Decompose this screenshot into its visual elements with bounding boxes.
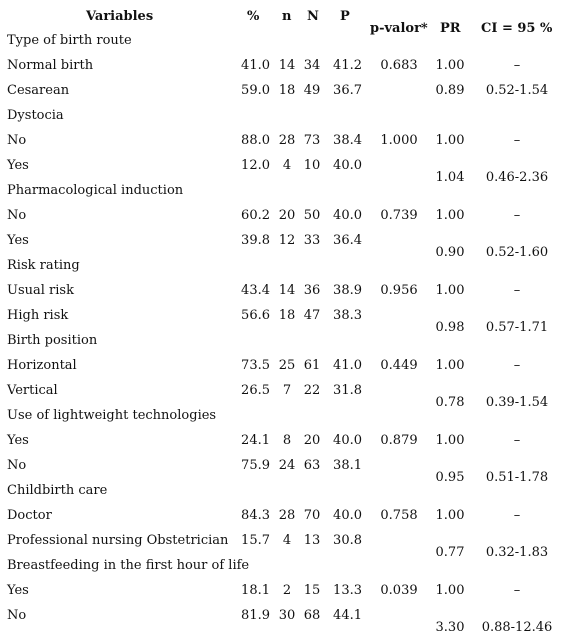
table-row xyxy=(0,380,564,410)
percent-cell: 59.0 xyxy=(241,83,270,98)
N-cell: 20 xyxy=(303,433,321,448)
group-label: Use of lightweight technologies xyxy=(7,408,217,423)
pr-cell: 1.00 xyxy=(435,508,465,523)
P-cell: 40.0 xyxy=(333,158,362,173)
n-cell: 8 xyxy=(282,433,292,448)
N-cell: 33 xyxy=(303,233,321,248)
row-label: Vertical xyxy=(7,383,58,398)
percent-cell: 41.0 xyxy=(241,58,270,73)
row-label: Yes xyxy=(7,233,29,248)
pr-cell: 0.89 xyxy=(435,83,465,98)
n-cell: 14 xyxy=(278,58,296,73)
row-label: Doctor xyxy=(7,508,52,523)
pr-cell: 1.00 xyxy=(435,208,465,223)
ci-cell: – xyxy=(513,433,521,448)
N-cell: 15 xyxy=(303,583,321,598)
row-label: Yes xyxy=(7,583,29,598)
ci-cell: 0.39-1.54 xyxy=(485,395,549,410)
percent-cell: 43.4 xyxy=(241,283,270,298)
group-label: Childbirth care xyxy=(7,483,108,498)
percent-cell: 18.1 xyxy=(241,583,270,598)
P-cell: 30.8 xyxy=(333,533,362,548)
group-label: Breastfeeding in the first hour of life xyxy=(7,558,250,573)
ci-cell: 0.88-12.46 xyxy=(481,620,553,635)
group-row xyxy=(0,405,564,427)
n-cell: 28 xyxy=(278,508,296,523)
P-cell: 36.7 xyxy=(333,83,362,98)
p-valor-cell: 0.683 xyxy=(380,58,418,73)
pr-cell: 1.04 xyxy=(435,170,465,185)
row-label: Cesarean xyxy=(7,83,70,98)
N-cell: 10 xyxy=(303,158,321,173)
row-label: High risk xyxy=(7,308,69,323)
group-row xyxy=(0,255,564,277)
table-row xyxy=(0,305,564,335)
n-cell: 18 xyxy=(278,308,296,323)
n-cell: 20 xyxy=(278,208,296,223)
n-cell: 2 xyxy=(282,583,292,598)
n-cell: 4 xyxy=(282,533,292,548)
percent-cell: 60.2 xyxy=(241,208,270,223)
table-row xyxy=(0,605,564,635)
ci-cell: 0.51-1.78 xyxy=(485,470,549,485)
pr-cell: 1.00 xyxy=(435,433,465,448)
table-row xyxy=(0,430,564,452)
row-label: No xyxy=(7,208,27,223)
N-cell: 22 xyxy=(303,383,321,398)
table-row xyxy=(0,355,564,377)
group-label: Risk rating xyxy=(7,258,80,273)
row-label: Horizontal xyxy=(7,358,77,373)
ci-cell: 0.46-2.36 xyxy=(485,170,549,185)
N-cell: 61 xyxy=(303,358,321,373)
P-cell: 40.0 xyxy=(333,433,362,448)
ci-cell: – xyxy=(513,508,521,523)
P-cell: 38.1 xyxy=(333,458,362,473)
group-row xyxy=(0,330,564,352)
pr-cell: 0.78 xyxy=(435,395,465,410)
row-label: Professional nursing Obstetrician xyxy=(7,533,229,548)
table-row xyxy=(0,155,564,185)
pr-cell: 0.95 xyxy=(435,470,465,485)
pr-cell: 3.30 xyxy=(435,620,465,635)
table-row xyxy=(0,80,564,102)
row-label: Yes xyxy=(7,158,29,173)
row-label: Yes xyxy=(7,433,29,448)
pr-cell: 1.00 xyxy=(435,583,465,598)
percent-cell: 81.9 xyxy=(241,608,270,623)
ci-cell: – xyxy=(513,133,521,148)
p-valor-cell: 0.956 xyxy=(380,283,418,298)
header-p-valor: p-valor* xyxy=(370,21,428,36)
P-cell: 41.2 xyxy=(333,58,362,73)
group-row xyxy=(0,30,564,52)
n-cell: 28 xyxy=(278,133,296,148)
N-cell: 68 xyxy=(303,608,321,623)
row-label: No xyxy=(7,458,27,473)
header-percent: % xyxy=(247,9,260,24)
p-valor-cell: 0.879 xyxy=(380,433,418,448)
group-row xyxy=(0,480,564,502)
percent-cell: 24.1 xyxy=(241,433,270,448)
percent-cell: 26.5 xyxy=(241,383,270,398)
ci-cell: 0.32-1.83 xyxy=(485,545,549,560)
table-row xyxy=(0,205,564,227)
percent-cell: 56.6 xyxy=(241,308,270,323)
p-valor-cell: 0.039 xyxy=(380,583,418,598)
group-row xyxy=(0,555,564,577)
table-row xyxy=(0,530,564,560)
percent-cell: 12.0 xyxy=(241,158,270,173)
table-row xyxy=(0,230,564,260)
group-row xyxy=(0,105,564,127)
P-cell: 44.1 xyxy=(333,608,362,623)
header-pr: PR xyxy=(440,21,461,36)
ci-cell: – xyxy=(513,358,521,373)
percent-cell: 75.9 xyxy=(241,458,270,473)
group-label: Type of birth route xyxy=(7,33,132,48)
ci-cell: – xyxy=(513,58,521,73)
pr-cell: 0.77 xyxy=(435,545,465,560)
p-valor-cell: 1.000 xyxy=(380,133,418,148)
group-label: Dystocia xyxy=(7,108,64,123)
N-cell: 13 xyxy=(303,533,321,548)
table-row xyxy=(0,55,564,77)
table-row xyxy=(0,130,564,152)
pr-cell: 0.98 xyxy=(435,320,465,335)
P-cell: 40.0 xyxy=(333,508,362,523)
p-valor-cell: 0.449 xyxy=(380,358,418,373)
P-cell: 13.3 xyxy=(333,583,362,598)
P-cell: 36.4 xyxy=(333,233,362,248)
n-cell: 24 xyxy=(278,458,296,473)
N-cell: 63 xyxy=(303,458,321,473)
N-cell: 73 xyxy=(303,133,321,148)
header-P: P xyxy=(340,9,350,24)
ci-cell: 0.52-1.60 xyxy=(485,245,549,260)
n-cell: 25 xyxy=(278,358,296,373)
table-row xyxy=(0,455,564,485)
pr-cell: 1.00 xyxy=(435,283,465,298)
header-n: n xyxy=(282,9,292,24)
table-row xyxy=(0,580,564,602)
table-row xyxy=(0,505,564,527)
group-label: Pharmacological induction xyxy=(7,183,184,198)
P-cell: 41.0 xyxy=(333,358,362,373)
percent-cell: 73.5 xyxy=(241,358,270,373)
group-row xyxy=(0,180,564,202)
P-cell: 40.0 xyxy=(333,208,362,223)
percent-cell: 15.7 xyxy=(241,533,270,548)
n-cell: 12 xyxy=(278,233,296,248)
pr-cell: 0.90 xyxy=(435,245,465,260)
P-cell: 38.3 xyxy=(333,308,362,323)
row-label: No xyxy=(7,133,27,148)
P-cell: 38.4 xyxy=(333,133,362,148)
N-cell: 34 xyxy=(303,58,321,73)
n-cell: 14 xyxy=(278,283,296,298)
P-cell: 31.8 xyxy=(333,383,362,398)
row-label: No xyxy=(7,608,27,623)
n-cell: 4 xyxy=(282,158,292,173)
pr-cell: 1.00 xyxy=(435,133,465,148)
pr-cell: 1.00 xyxy=(435,358,465,373)
ci-cell: – xyxy=(513,283,521,298)
header-N: N xyxy=(307,9,319,24)
ci-cell: 0.57-1.71 xyxy=(485,320,549,335)
percent-cell: 88.0 xyxy=(241,133,270,148)
ci-cell: 0.52-1.54 xyxy=(485,83,549,98)
row-label: Normal birth xyxy=(7,58,94,73)
N-cell: 36 xyxy=(303,283,321,298)
percent-cell: 39.8 xyxy=(241,233,270,248)
p-valor-cell: 0.758 xyxy=(380,508,418,523)
N-cell: 70 xyxy=(303,508,321,523)
n-cell: 7 xyxy=(282,383,292,398)
header-variables: Variables xyxy=(86,9,154,24)
row-label: Usual risk xyxy=(7,283,74,298)
percent-cell: 84.3 xyxy=(241,508,270,523)
ci-cell: – xyxy=(513,208,521,223)
p-valor-cell: 0.739 xyxy=(380,208,418,223)
N-cell: 47 xyxy=(303,308,321,323)
n-cell: 18 xyxy=(278,83,296,98)
table-row xyxy=(0,280,564,302)
n-cell: 30 xyxy=(278,608,296,623)
pr-cell: 1.00 xyxy=(435,58,465,73)
N-cell: 49 xyxy=(303,83,321,98)
N-cell: 50 xyxy=(303,208,321,223)
P-cell: 38.9 xyxy=(333,283,362,298)
header-ci: CI = 95 % xyxy=(481,21,553,36)
group-label: Birth position xyxy=(7,333,98,348)
ci-cell: – xyxy=(513,583,521,598)
